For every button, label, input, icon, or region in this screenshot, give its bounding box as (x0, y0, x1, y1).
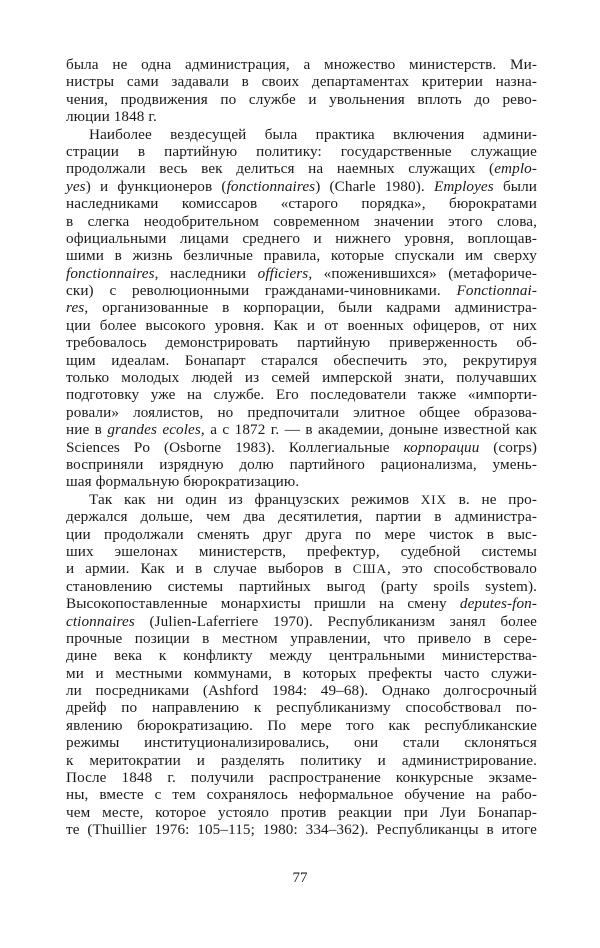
text-line (66, 369, 537, 386)
text-segment: режимы институционализировались, они стали склоняться (66, 734, 537, 752)
text-segment: страции в партийную политику: государственные служащие (66, 142, 537, 160)
text-line (66, 160, 537, 177)
text-line (66, 126, 537, 143)
text-line (66, 195, 537, 212)
text-segment: чем месте, которое устояло против реакции при Луи Бонапар- (66, 803, 537, 821)
italic-text: ctionnaires (66, 612, 135, 630)
text-line (66, 439, 537, 456)
text-line (66, 560, 537, 577)
paragraph (66, 126, 537, 491)
text-segment: и армии. Как и в случае выборов в (66, 560, 353, 578)
page-body (66, 56, 537, 839)
text-line (66, 265, 537, 282)
text-segment: шая формальную бюрократизацию. (66, 473, 300, 491)
text-line (66, 213, 537, 230)
text-line (66, 508, 537, 525)
italic-text: emplo- (494, 160, 537, 178)
text-segment: подготовку уже на службе. Его последователи также «импорти- (66, 386, 537, 404)
text-segment: Так как ни один из французских режимов (89, 490, 421, 508)
text-segment: Высокопоставленные монархисты пришли на смену (66, 595, 460, 613)
text-line (66, 717, 537, 734)
text-line (66, 56, 537, 73)
text-segment: была не одна администрация, а множество министерств. Ми- (66, 56, 537, 73)
text-segment: ми и местными коммунами, в которых префекты часто служи- (66, 664, 537, 682)
text-line (66, 665, 537, 682)
text-line (66, 786, 537, 803)
text-line (66, 526, 537, 543)
text-line (66, 752, 537, 769)
text-line (66, 578, 537, 595)
text-line (66, 769, 537, 786)
text-segment: Наиболее вездесущей была практика включения админи- (89, 125, 537, 143)
text-segment: , это способствовало (386, 560, 537, 578)
italic-text: res (66, 299, 85, 317)
text-line (66, 404, 537, 421)
text-line (66, 821, 537, 838)
text-line (66, 230, 537, 247)
text-line (66, 804, 537, 821)
italic-text: officiers (257, 264, 309, 282)
italic-text: корпорации (403, 438, 480, 456)
italic-text: grandes ecoles (107, 421, 201, 439)
text-segment: ровали» лоялистов, но предпочитали элитное общее образова- (66, 403, 537, 421)
text-segment: , организованные в корпорации, были кадрами администра- (84, 299, 537, 317)
text-segment: официальными лицами среднего и нижнего уровня, воплощав- (66, 229, 537, 247)
text-segment: требовалось демонстрировать партийную приверженность об- (66, 334, 537, 352)
italic-text: fonctionnaires (66, 264, 155, 282)
text-segment: дрейф по направлению к республиканизму способствовал по- (66, 699, 537, 717)
text-segment: в слегка неодобрительном современном значении этого слова, (66, 212, 537, 230)
text-line (66, 613, 537, 630)
text-segment: в. не про- (446, 490, 537, 508)
text-segment: прочные позиции в местном управлении, что привело в сере- (66, 629, 537, 647)
paragraph (66, 56, 537, 126)
text-segment: были (493, 177, 538, 195)
text-segment: , а с 1872 г. — в академии, доныне известной как (200, 421, 537, 439)
text-line (66, 421, 537, 438)
text-line (66, 143, 537, 160)
text-segment: ) (Charle 1980). (315, 177, 434, 195)
text-line (66, 734, 537, 751)
text-segment: продолжали весь век делиться на наемных служащих ( (66, 160, 495, 178)
text-segment: США (352, 561, 387, 577)
italic-text: fonctionnaires (226, 177, 316, 195)
text-segment: , «поженившихся» (метафориче- (308, 264, 537, 282)
text-line (66, 317, 537, 334)
text-line (66, 73, 537, 90)
text-segment: Sciences Po (Osborne 1983). Коллегиальные (66, 438, 404, 456)
text-segment: После 1848 г. получили распространение конкурсные экзаме- (66, 769, 537, 787)
text-line (66, 108, 537, 125)
text-line (66, 386, 537, 403)
text-line (66, 699, 537, 716)
text-line (66, 682, 537, 699)
text-segment: к меритократии и разделять политику и администрирование. (66, 751, 537, 769)
text-segment: держался дольше, чем два десятилетия, партии в администра- (66, 508, 537, 526)
italic-text: deputes-fon- (459, 595, 537, 613)
text-segment: ции более высокого уровня. Как и от военных офицеров, от них (66, 316, 537, 334)
text-segment: (Julien-Laferriere 1970). Республиканизм занял более (134, 612, 537, 630)
page-number: 77 (292, 870, 308, 886)
italic-text: yes (66, 177, 86, 195)
text-line (66, 630, 537, 647)
text-line (66, 491, 537, 508)
text-segment: (corps) (479, 438, 538, 456)
text-line (66, 334, 537, 351)
text-line (66, 91, 537, 108)
text-segment: щим идеалам. Бонапарт старался обеспечить это, рекрутируя (66, 351, 537, 369)
text-segment: ны, вместе с тем сохранялось неформальное обучение на рабо- (66, 786, 537, 804)
text-segment: люции 1848 г. (66, 108, 157, 126)
text-segment: восприняли изрядную долю партийного рационализма, умень- (66, 455, 537, 473)
text-segment: шими в жизнь безличные правила, которые спускали им сверху (66, 247, 537, 265)
text-segment: нистры сами задавали в своих департаментах критерии назна- (66, 73, 537, 91)
text-segment: ние в (66, 421, 108, 439)
text-segment: те (Thuillier 1976: 105–115; 1980: 334–362). Республиканцы в итоге (66, 821, 537, 839)
text-line (66, 647, 537, 664)
text-line (66, 456, 537, 473)
text-segment: ски) с революционными гражданами-чиновниками. (66, 282, 457, 300)
text-line (66, 178, 537, 195)
text-segment: только молодых людей из семей имперской знати, получавших (66, 369, 537, 387)
text-line (66, 595, 537, 612)
text-segment: ) и функционеров ( (85, 177, 227, 195)
text-segment: ших эшелонах министерств, префектур, судебной системы (66, 542, 537, 560)
text-segment: , наследники (154, 264, 258, 282)
text-segment: ции продолжали сменять друг друга по мере чисток в выс- (66, 525, 537, 543)
text-line (66, 299, 537, 316)
text-segment: дине века к конфликту между центральными министерства- (66, 647, 537, 665)
italic-text: Employes (433, 177, 494, 195)
text-line (66, 247, 537, 264)
text-segment: становлению системы партийных выгод (party spoils system). (66, 577, 537, 595)
text-line (66, 473, 537, 490)
text-line (66, 543, 537, 560)
text-segment: явлению бюрократизацию. По мере того как республиканские (66, 716, 537, 734)
italic-text: Fonctionnai- (456, 282, 537, 300)
text-segment: ли посредниками (Ashford 1984: 49–68). Однако долгосрочный (66, 682, 537, 700)
text-segment: наследниками комиссаров «старого порядка», бюрократами (66, 195, 537, 213)
text-line (66, 282, 537, 299)
text-line (66, 352, 537, 369)
paragraph (66, 491, 537, 839)
text-segment: XIX (420, 491, 447, 507)
text-segment: чения, продвижения по службе и увольнения вплоть до рево- (66, 90, 537, 108)
